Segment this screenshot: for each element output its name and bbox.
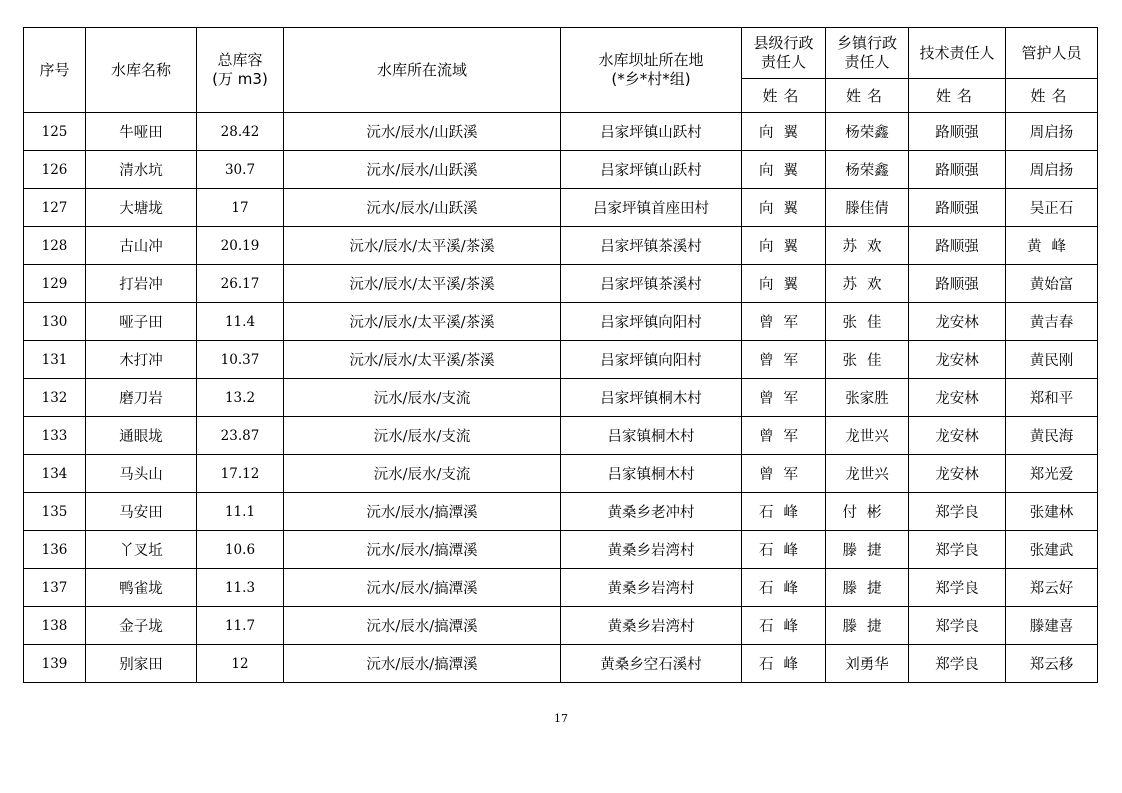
table-row (24, 151, 1098, 189)
page-number: 17 (554, 712, 568, 725)
table-row (24, 607, 1098, 645)
cell-county: 向翼 (742, 151, 826, 189)
cell-seq: 130 (24, 303, 86, 341)
cell-caretaker: 吴正石 (1006, 189, 1098, 227)
cell-county: 向翼 (742, 189, 826, 227)
cell-basin: 沅水/辰水/太平溪/茶溪 (284, 227, 561, 265)
cell-county: 曾军 (742, 341, 826, 379)
header-capacity-line1: 总库容 (217, 51, 263, 69)
cell-county: 向翼 (742, 227, 826, 265)
cell-town: 滕捷 (826, 531, 909, 569)
cell-town: 张佳 (826, 341, 909, 379)
cell-name: 清水坑 (86, 151, 197, 189)
cell-caretaker: 黄始富 (1006, 265, 1098, 303)
cell-seq: 137 (24, 569, 86, 607)
cell-town: 龙世兴 (826, 455, 909, 493)
header-county-line1: 县级行政 (753, 34, 814, 52)
cell-town: 刘勇华 (826, 645, 909, 683)
table-row (24, 113, 1098, 151)
cell-town: 杨荣鑫 (826, 151, 909, 189)
cell-tech: 龙安林 (909, 303, 1006, 341)
cell-tech: 路顺强 (909, 151, 1006, 189)
table-row (24, 455, 1098, 493)
cell-basin: 沅水/辰水/山跃溪 (284, 151, 561, 189)
cell-town: 滕捷 (826, 569, 909, 607)
cell-seq: 129 (24, 265, 86, 303)
cell-county: 石峰 (742, 493, 826, 531)
subheader-county-name: 姓名 (742, 79, 826, 113)
reservoir-table (23, 27, 1098, 683)
cell-location: 吕家坪镇茶溪村 (561, 227, 742, 265)
cell-town: 杨荣鑫 (826, 113, 909, 151)
cell-location: 吕家镇桐木村 (561, 455, 742, 493)
cell-seq: 126 (24, 151, 86, 189)
cell-name: 木打冲 (86, 341, 197, 379)
cell-basin: 沅水/辰水/搞潭溪 (284, 569, 561, 607)
cell-seq: 125 (24, 113, 86, 151)
cell-capacity: 11.7 (197, 607, 284, 645)
cell-caretaker: 周启扬 (1006, 113, 1098, 151)
cell-caretaker: 黄民海 (1006, 417, 1098, 455)
cell-capacity: 12 (197, 645, 284, 683)
header-tech: 技术责任人 (909, 28, 1006, 79)
cell-capacity: 23.87 (197, 417, 284, 455)
cell-basin: 沅水/辰水/搞潭溪 (284, 645, 561, 683)
cell-caretaker: 张建林 (1006, 493, 1098, 531)
cell-tech: 路顺强 (909, 227, 1006, 265)
cell-caretaker: 黄民刚 (1006, 341, 1098, 379)
cell-caretaker: 郑光爱 (1006, 455, 1098, 493)
cell-town: 滕佳倩 (826, 189, 909, 227)
header-location (561, 28, 742, 113)
cell-seq: 128 (24, 227, 86, 265)
cell-name: 古山冲 (86, 227, 197, 265)
cell-caretaker: 滕建喜 (1006, 607, 1098, 645)
cell-basin: 沅水/辰水/搞潭溪 (284, 607, 561, 645)
cell-basin: 沅水/辰水/太平溪/茶溪 (284, 303, 561, 341)
cell-basin: 沅水/辰水/支流 (284, 379, 561, 417)
cell-name: 通眼垅 (86, 417, 197, 455)
cell-tech: 龙安林 (909, 379, 1006, 417)
cell-location: 吕家坪镇桐木村 (561, 379, 742, 417)
cell-capacity: 26.17 (197, 265, 284, 303)
cell-basin: 沅水/辰水/山跃溪 (284, 189, 561, 227)
cell-capacity: 20.19 (197, 227, 284, 265)
table-row (24, 379, 1098, 417)
cell-name: 马头山 (86, 455, 197, 493)
cell-caretaker: 张建武 (1006, 531, 1098, 569)
cell-town: 张佳 (826, 303, 909, 341)
table-row (24, 303, 1098, 341)
cell-capacity: 28.42 (197, 113, 284, 151)
cell-caretaker: 郑云好 (1006, 569, 1098, 607)
cell-location: 吕家镇桐木村 (561, 417, 742, 455)
header-county-line2: 责任人 (760, 53, 806, 71)
cell-capacity: 10.37 (197, 341, 284, 379)
cell-location: 吕家坪镇向阳村 (561, 303, 742, 341)
table-row (24, 645, 1098, 683)
cell-location: 吕家坪镇向阳村 (561, 341, 742, 379)
cell-seq: 133 (24, 417, 86, 455)
cell-location: 吕家坪镇山跃村 (561, 151, 742, 189)
cell-tech: 郑学良 (909, 493, 1006, 531)
cell-tech: 龙安林 (909, 455, 1006, 493)
cell-tech: 路顺强 (909, 265, 1006, 303)
cell-location: 黄桑乡老冲村 (561, 493, 742, 531)
cell-location: 黄桑乡岩湾村 (561, 531, 742, 569)
cell-name: 金子垅 (86, 607, 197, 645)
header-caretaker: 管护人员 (1006, 28, 1098, 79)
cell-name: 哑子田 (86, 303, 197, 341)
cell-tech: 龙安林 (909, 417, 1006, 455)
cell-tech: 路顺强 (909, 113, 1006, 151)
header-seq: 序号 (24, 28, 86, 113)
cell-basin: 沅水/辰水/搞潭溪 (284, 493, 561, 531)
cell-name: 别家田 (86, 645, 197, 683)
cell-capacity: 30.7 (197, 151, 284, 189)
cell-seq: 131 (24, 341, 86, 379)
cell-capacity: 17.12 (197, 455, 284, 493)
subheader-caretaker-name: 姓名 (1006, 79, 1098, 113)
cell-basin: 沅水/辰水/搞潭溪 (284, 531, 561, 569)
header-location-line2: (*乡*村*组) (611, 70, 691, 88)
cell-capacity: 11.3 (197, 569, 284, 607)
cell-seq: 139 (24, 645, 86, 683)
table-body (24, 113, 1098, 683)
cell-basin: 沅水/辰水/支流 (284, 417, 561, 455)
cell-tech: 路顺强 (909, 189, 1006, 227)
cell-name: 丫叉坵 (86, 531, 197, 569)
header-town-line2: 责任人 (844, 53, 890, 71)
cell-basin: 沅水/辰水/太平溪/茶溪 (284, 265, 561, 303)
cell-location: 吕家坪镇山跃村 (561, 113, 742, 151)
cell-town: 苏欢 (826, 265, 909, 303)
cell-tech: 郑学良 (909, 645, 1006, 683)
cell-capacity: 17 (197, 189, 284, 227)
cell-name: 马安田 (86, 493, 197, 531)
header-town-line1: 乡镇行政 (836, 34, 897, 52)
subheader-town-name: 姓名 (826, 79, 909, 113)
cell-county: 曾军 (742, 379, 826, 417)
cell-county: 石峰 (742, 531, 826, 569)
cell-county: 石峰 (742, 607, 826, 645)
cell-county: 石峰 (742, 569, 826, 607)
cell-seq: 138 (24, 607, 86, 645)
cell-town: 付彬 (826, 493, 909, 531)
cell-town: 龙世兴 (826, 417, 909, 455)
cell-town: 张家胜 (826, 379, 909, 417)
header-basin: 水库所在流域 (284, 28, 561, 113)
cell-location: 黄桑乡岩湾村 (561, 569, 742, 607)
table-row (24, 493, 1098, 531)
cell-county: 曾军 (742, 417, 826, 455)
header-capacity-line2: (万 m3) (212, 70, 268, 88)
cell-capacity: 11.1 (197, 493, 284, 531)
header-location-line1: 水库坝址所在地 (598, 51, 704, 69)
table-row (24, 227, 1098, 265)
cell-location: 黄桑乡岩湾村 (561, 607, 742, 645)
subheader-tech-name: 姓名 (909, 79, 1006, 113)
header-capacity (197, 28, 284, 113)
header-name: 水库名称 (86, 28, 197, 113)
cell-caretaker: 周启扬 (1006, 151, 1098, 189)
cell-county: 向翼 (742, 265, 826, 303)
table-row (24, 569, 1098, 607)
cell-location: 吕家坪镇茶溪村 (561, 265, 742, 303)
table-row (24, 265, 1098, 303)
cell-capacity: 11.4 (197, 303, 284, 341)
cell-county: 石峰 (742, 645, 826, 683)
cell-caretaker: 黄峰 (1006, 227, 1098, 265)
cell-basin: 沅水/辰水/山跃溪 (284, 113, 561, 151)
header-town (826, 28, 909, 79)
cell-town: 苏欢 (826, 227, 909, 265)
table-row (24, 189, 1098, 227)
cell-county: 向翼 (742, 113, 826, 151)
cell-basin: 沅水/辰水/支流 (284, 455, 561, 493)
cell-name: 鸭雀垅 (86, 569, 197, 607)
cell-capacity: 10.6 (197, 531, 284, 569)
cell-county: 曾军 (742, 455, 826, 493)
cell-name: 磨刀岩 (86, 379, 197, 417)
cell-town: 滕捷 (826, 607, 909, 645)
cell-county: 曾军 (742, 303, 826, 341)
cell-name: 牛哑田 (86, 113, 197, 151)
cell-caretaker: 黄吉春 (1006, 303, 1098, 341)
table-row (24, 417, 1098, 455)
cell-basin: 沅水/辰水/太平溪/茶溪 (284, 341, 561, 379)
table-row (24, 341, 1098, 379)
cell-seq: 136 (24, 531, 86, 569)
cell-name: 大塘垅 (86, 189, 197, 227)
cell-seq: 135 (24, 493, 86, 531)
cell-caretaker: 郑和平 (1006, 379, 1098, 417)
cell-capacity: 13.2 (197, 379, 284, 417)
cell-caretaker: 郑云移 (1006, 645, 1098, 683)
cell-seq: 134 (24, 455, 86, 493)
cell-location: 吕家坪镇首座田村 (561, 189, 742, 227)
cell-location: 黄桑乡空石溪村 (561, 645, 742, 683)
cell-seq: 127 (24, 189, 86, 227)
cell-tech: 龙安林 (909, 341, 1006, 379)
header-county (742, 28, 826, 79)
table-row (24, 531, 1098, 569)
cell-tech: 郑学良 (909, 569, 1006, 607)
cell-tech: 郑学良 (909, 531, 1006, 569)
cell-seq: 132 (24, 379, 86, 417)
cell-name: 打岩冲 (86, 265, 197, 303)
cell-tech: 郑学良 (909, 607, 1006, 645)
